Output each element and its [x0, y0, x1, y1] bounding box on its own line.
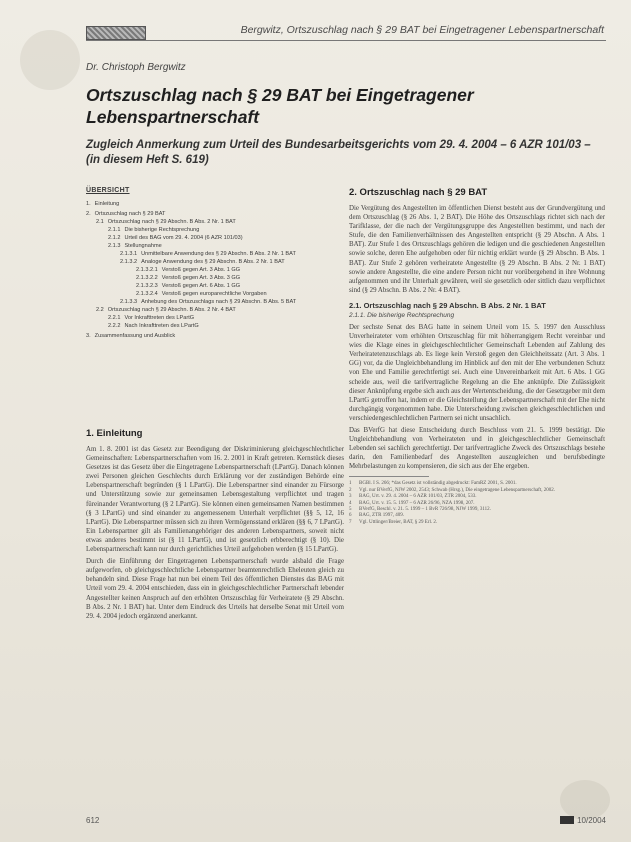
- toc-item-text: Die bisherige Rechtsprechung: [124, 227, 200, 233]
- toc-item-text: Stellungnahme: [124, 243, 162, 249]
- footnote-text: Vgl. nur BVerfG, NJW 2002, 2543; Schwab (Hrsg.), Die eingetragene Lebenspartnerschaft, 2002.: [359, 487, 555, 493]
- journal-issue: [520, 816, 606, 825]
- toc-item-text: Verstoß gegen Art. 3 Abs. 3 GG: [161, 275, 241, 281]
- toc-item: [86, 306, 344, 314]
- footnote-rule: [349, 476, 429, 477]
- toc-item-text: Unmittelbare Anwendung des § 29 Abschn. B Abs. 2 Nr. 1 BAT: [141, 251, 296, 257]
- toc-item-text: Ortszuschlag nach § 29 BAT: [94, 211, 166, 217]
- toc-item: [86, 250, 344, 258]
- article-subtitle: Zugleich Anmerkung zum Urteil des Bundesarbeitsgerichts vom 29. 4. 2004 – 6 AZR 101/03 – (in diesem Heft S. 619): [86, 139, 591, 166]
- article-author: Dr. Christoph Bergwitz: [86, 62, 186, 73]
- toc-item-number: 2.2: [96, 307, 104, 313]
- body-paragraph: Die Vergütung des Angestellten im öffentlichen Dienst besteht aus der Grundvergütung und dem Ortszuschlag (§ 26 Abs. 1, 2 BAT). Die Höhe des Ortszuschlags richtet sich nach der Tarifklasse, der die nach der Vergütungsgruppe des Angestellten bestimmt, und nach der Stufe, die den Familienverhältnissen des Angestellten entspricht (§ 29 Abschn. A Abs. 1 BAT). Zur Stufe 1 des Ortszuschlags gehören die ledigen und die geschiedenen Angestellten sowie solche, deren Ehe aufgehoben oder für nichtig erklärt wurde (§ 29 Abschn. B Abs. 1 BAT). Zur Stufe 2 gehören verheiratete Angestellte (§ 29 Abschn. B Abs. 2 Nr. 1 BAT) sowie andere Angestellte, die eine andere Person nicht nur vorübergehend in ihre Wohnung aufgenommen und ihr Unterhalt gewähren, weil sie gesetzlich oder sittlich dazu verpflichtet sind (§ 29 Abschn. B Abs. 2 Nr. 4 BAT).: [349, 205, 605, 294]
- toc-item-text: Urteil des BAG vom 29. 4. 2004 (6 AZR 101/03): [124, 235, 243, 241]
- toc-item: [86, 200, 344, 208]
- toc-item: [86, 314, 344, 322]
- footnote-number: 4: [349, 500, 352, 506]
- toc-list: [86, 200, 344, 340]
- paper-stain: [560, 780, 610, 820]
- footnote-number: 3: [349, 494, 352, 500]
- footnote-text: BAG, ZTR 1997, 409.: [359, 513, 404, 519]
- footnote: [349, 520, 605, 526]
- toc-item-text: Ortszuschlag nach § 29 Abschn. B Abs. 2 Nr. 1 BAT: [107, 219, 236, 225]
- toc-heading: ÜBERSICHT: [86, 187, 130, 194]
- toc-item-number: 2.1.3.2.3: [136, 283, 158, 289]
- toc-item-text: Analoge Anwendung des § 29 Abschn. B Abs. 2 Nr. 1 BAT: [141, 259, 285, 265]
- toc-item-number: 2.1.2: [108, 235, 121, 241]
- toc-item: [86, 266, 344, 274]
- journal-logo-icon: [560, 816, 574, 824]
- footnote-number: 7: [349, 519, 352, 525]
- toc-item-text: Einleitung: [94, 201, 120, 207]
- toc-item: [86, 282, 344, 290]
- body-paragraph: Der sechste Senat des BAG hatte in seinem Urteil vom 15. 5. 1997 den Ausschluss Unverheirateter vom erhöhten Ortszuschlag für mit höherrangigem Recht vereinbar und wies die Klage eines in gleichgeschlechtlicher Gemeinschaft Lebenden auf Zahlung des Verheiratetenzuschlags ab. Es liege kein Verstoß gegen den Gleichheitssatz (Art. 3 Abs. 1 GG) vor, da die Ungleichbehandlung im Hinblick auf den mit der Ehe verbundenen Schutz von Ehe und Familie gerechtfertigt sei. Auch eine Unvereinbarkeit mit Art. 6 Abs. 1 GG scheide aus, weil die tarifvertragliche Regelung an die Ehe anknüpfe. Die Zulässigkeit dieser Anknüpfung ergebe sich auch aus der Wertentscheidung, die der Gesetzgeber mit dem LPartG getroffen hat, indem er die Gleichstellung der Lebenspartnerschaft mit der Ehe nicht durchgängig vorgenommen habe. Die Unterscheidung zwischen gleichgeschlechtlichen und verschiedengeschlechtlichen Partnern sei nicht unsachlich.: [349, 323, 605, 422]
- toc-item-number: 2.2.1: [108, 315, 121, 321]
- toc-item-text: Ortszuschlag nach § 29 Abschn. B Abs. 2 Nr. 4 BAT: [107, 307, 236, 313]
- footnote-text: BVerfG, Beschl. v. 21. 5. 1999 – 1 BvR 726/98, NJW 1999, 3112.: [359, 507, 491, 513]
- toc-item: [86, 234, 344, 242]
- toc-item-text: Verstoß gegen Art. 3 Abs. 1 GG: [161, 267, 241, 273]
- toc-item-number: 2.1.3.2.1: [136, 267, 158, 273]
- section-heading-einleitung: 1. Einleitung: [86, 428, 143, 439]
- running-header: Bergwitz, Ortszuschlag nach § 29 BAT bei Eingetragener Lebenspartnerschaft: [240, 24, 604, 36]
- toc-item-number: 2.2.2: [108, 323, 121, 329]
- footnote-text: BGBl. I S. 266; *das Gesetz ist vollständig abgedruckt: FamRZ 2001, S. 2001.: [359, 481, 517, 487]
- toc-item: [86, 322, 344, 330]
- footnote-number: 6: [349, 513, 352, 519]
- section-heading-ortszuschlag: 2. Ortszuschlag nach § 29 BAT: [349, 187, 488, 198]
- toc-item-number: 2.1.1: [108, 227, 121, 233]
- footnotes: [349, 481, 605, 526]
- toc-item-text: Zusammenfassung und Ausblick: [94, 333, 176, 339]
- footnote-text: BAG, Urt. v. 29. 4. 2004 – 6 AZR 101/03, ZTR 2004, 533.: [359, 494, 477, 500]
- toc-item-number: 2.1.3.3: [120, 299, 138, 305]
- footnote-number: 1: [349, 481, 352, 487]
- toc-item-number: 2.1.3.1: [120, 251, 138, 257]
- body-paragraph: Durch die Einführung der Eingetragenen Lebenspartnerschaft wurde alsbald die Frage aufgeworfen, ob gleichgeschlechtliche Lebenspartner beamtenrechtlich Eheleuten gleich zu behandeln sind. Diese Frage hat nun bei einem Teil des öffentlichen Dienstes das BAG mit Urteil vom 29. 4. 2004 entschieden, dass ein in gleichgeschlechtlicher Partnerschaft lebender Angestellter keinen Anspruch auf den erhöhten Ortszuschlag für Verheiratete (§ 29 Abschn. B Abs. 2 Nr. 1 BAT) hat. Unter dem Eindruck des Urteils hat derselbe Senat mit Urteil vom 29. 4. 2004 jedoch ergänzend anerkannt.: [86, 558, 344, 620]
- toc-item: [86, 274, 344, 282]
- right-column: [349, 187, 605, 526]
- page-number: 612: [86, 816, 100, 825]
- body-paragraph: Das BVerfG hat diese Entscheidung durch Beschluss vom 21. 5. 1999 bestätigt. Die Ungleichbehandlung von Verheirateten und in gleichgeschlechtlicher Gemeinschaft Lebenden sei sachlich gerechtfertigt. Der tarifvertragliche Zweck des Ortszuschlags bestehe darin, den Familienbedarf des Angestellten auszugleichen und berufsbedingte Mehrbelastungen zu kompensieren, die sich aus der Ehe ergeben.: [349, 426, 605, 471]
- toc-item: [86, 226, 344, 234]
- toc-item: [86, 290, 344, 298]
- left-column: [86, 428, 344, 624]
- toc-item-text: Verstoß gegen Art. 6 Abs. 1 GG: [161, 283, 241, 289]
- toc-item-number: 2.1.3: [108, 243, 121, 249]
- toc-item: [86, 218, 344, 226]
- toc-item: [86, 332, 344, 340]
- toc-item-text: Anhebung des Ortszuschlags nach § 29 Abschn. B Abs. 5 BAT: [141, 299, 297, 305]
- toc-item-number: 2.1.3.2.4: [136, 291, 158, 297]
- subsection-heading: 2.1. Ortszuschlag nach § 29 Abschn. B Abs. 2 Nr. 1 BAT: [349, 300, 546, 310]
- footnote-number: 2: [349, 487, 352, 493]
- toc-item-text: Vor Inkrafttreten des LPartG: [124, 315, 195, 321]
- journal-issue-label: 10/2004: [577, 816, 606, 825]
- toc-item: [86, 258, 344, 266]
- table-of-contents: [86, 187, 344, 340]
- toc-item: [86, 210, 344, 218]
- toc-item-number: 1.: [86, 201, 91, 207]
- toc-item-number: 2.1.3.2.2: [136, 275, 158, 281]
- footnote-number: 5: [349, 507, 352, 513]
- article-title: Ortszuschlag nach § 29 BAT bei Eingetragener Lebenspartnerschaft: [86, 85, 474, 127]
- toc-item-number: 2.1: [96, 219, 104, 225]
- subsubsection-heading: 2.1.1. Die bisherige Rechtsprechung: [349, 311, 455, 319]
- toc-item: [86, 242, 344, 250]
- toc-item-text: Verstoß gegen europarechtliche Vorgaben: [161, 291, 267, 297]
- body-paragraph: Am 1. 8. 2001 ist das Gesetz zur Beendigung der Diskriminierung gleichgeschlechtlicher Gemeinschaften: Lebenspartnerschaften vom 16. 2. 2001 in Kraft getreten. Kernstück dieses Gesetzes ist das Gesetz über die Eingetragene Lebenspartnerschaft (LPartG). Danach können zwei Personen gleichen Geschlechts durch Erklärung vor der zuständigen Behörde eine Lebenspartnerschaft begründen (§ 1 LPartG). Die Lebenspartner sind einander zu Fürsorge und Unterstützung sowie zur gemeinsamen Lebensgestaltung verpflichtet und tragen füreinander Verantwortung (§ 2 LPartG). Sie können einen gemeinsamen Namen bestimmen (§ 3 LPartG) und sind einander zu angemessenem Unterhalt verpflichtet (§§ 5, 12, 16 LPartG). Die Lebenspartner müssen sich zu ihren Vermögensstand erklären (§§ 6, 7 LPartG). Ein Lebenspartner gilt als Familienangehöriger des anderen Lebenspartners, soweit nicht etwas anderes bestimmt ist (§ 11 LPartG), und ist gesetzlich erbberechtigt (§ 10). Die Lebenspartnerschaft kann nur durch gerichtliches Urteil aufgehoben werden (§ 15 LPartG).: [86, 446, 344, 554]
- footnote-text: Vgl. Uttlinger/Breier, BAT, § 29 Erl. 2.: [359, 519, 438, 525]
- toc-item-text: Nach Inkrafttreten des LPartG: [124, 323, 199, 329]
- toc-item-number: 2.: [86, 211, 91, 217]
- footnote-text: BAG, Urt. v. 15. 5. 1997 – 6 AZR 26/96, NZA 1998, 207.: [359, 500, 475, 506]
- journal-header-logo: [86, 26, 146, 40]
- toc-item: [86, 298, 344, 306]
- header-rule: [86, 40, 606, 41]
- paper-stain: [20, 30, 80, 90]
- toc-item-number: 3.: [86, 333, 91, 339]
- toc-item-number: 2.1.3.2: [120, 259, 138, 265]
